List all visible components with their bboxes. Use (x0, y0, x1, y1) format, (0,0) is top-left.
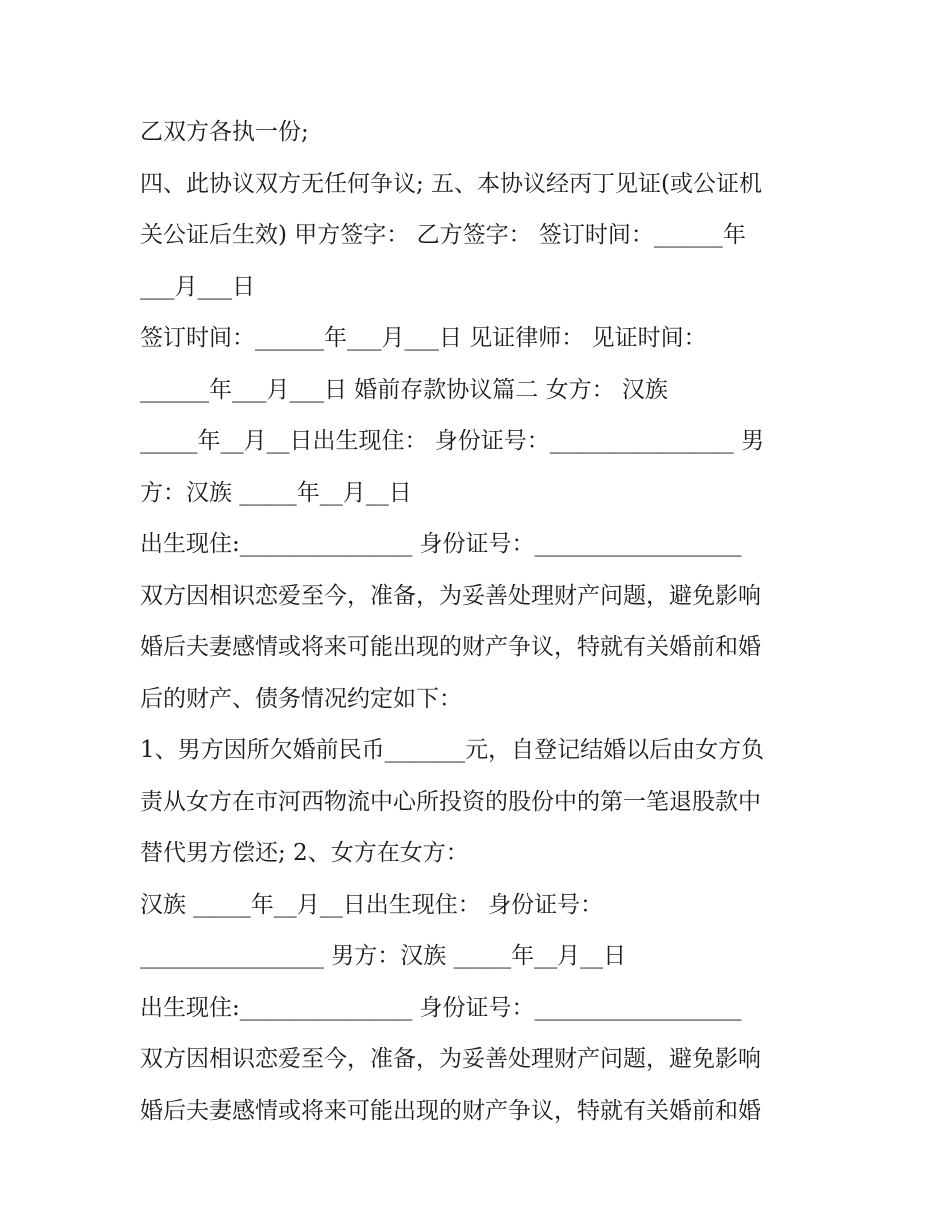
text-line: 后的财产、债务情况约定如下： (140, 685, 462, 712)
text-line: ___月___日 (140, 273, 255, 300)
text-line: 四、此协议双方无任何争议; 五、本协议经丙丁见证(或公证机 (140, 170, 763, 197)
text-line: 双方因相识恋爱至今，准备，为妥善处理财产问题，避免影响 (140, 1046, 761, 1072)
text-line: 婚后夫妻感情或将来可能出现的财产争议，特就有关婚前和婚 (140, 1097, 761, 1124)
text-line: 关公证后生效) 甲方签字： 乙方签字： 签订时间：______年 (140, 222, 746, 248)
text-line: 替代男方偿还; 2、女方在女方： (140, 840, 469, 866)
text-line: 方：汉族 _____年__月__日 (140, 479, 412, 506)
text-line: ________________ 男方：汉族 _____年__月__日 (140, 943, 627, 969)
text-line: 1、男方因所欠婚前民币_______元，自登记结婚以后由女方负 (140, 737, 765, 763)
text-line: 汉族 _____年__月__日出生现住： 身份证号： (140, 891, 604, 918)
document-body (140, 107, 820, 1137)
text-line: 乙双方各执一份; (140, 119, 309, 145)
text-line: ______年___月___日 婚前存款协议篇二 女方： 汉族 (140, 376, 668, 403)
text-line: 出生现住:_______________ 身份证号：__________________ (140, 531, 742, 557)
text-line: 双方因相识恋爱至今，准备，为妥善处理财产问题，避免影响 (140, 582, 761, 609)
text-line: 婚后夫妻感情或将来可能出现的财产争议，特就有关婚前和婚 (140, 634, 761, 660)
text-line: 出生现住:_______________ 身份证号：__________________ (140, 994, 742, 1021)
text-line: 签订时间：______年___月___日 见证律师： 见证时间： (140, 325, 707, 351)
text-line: _____年__月__日出生现住： 身份证号：________________ 男 (140, 428, 765, 454)
text-line: 责从女方在市河西物流中心所投资的股份中的第一笔退股款中 (140, 788, 761, 815)
